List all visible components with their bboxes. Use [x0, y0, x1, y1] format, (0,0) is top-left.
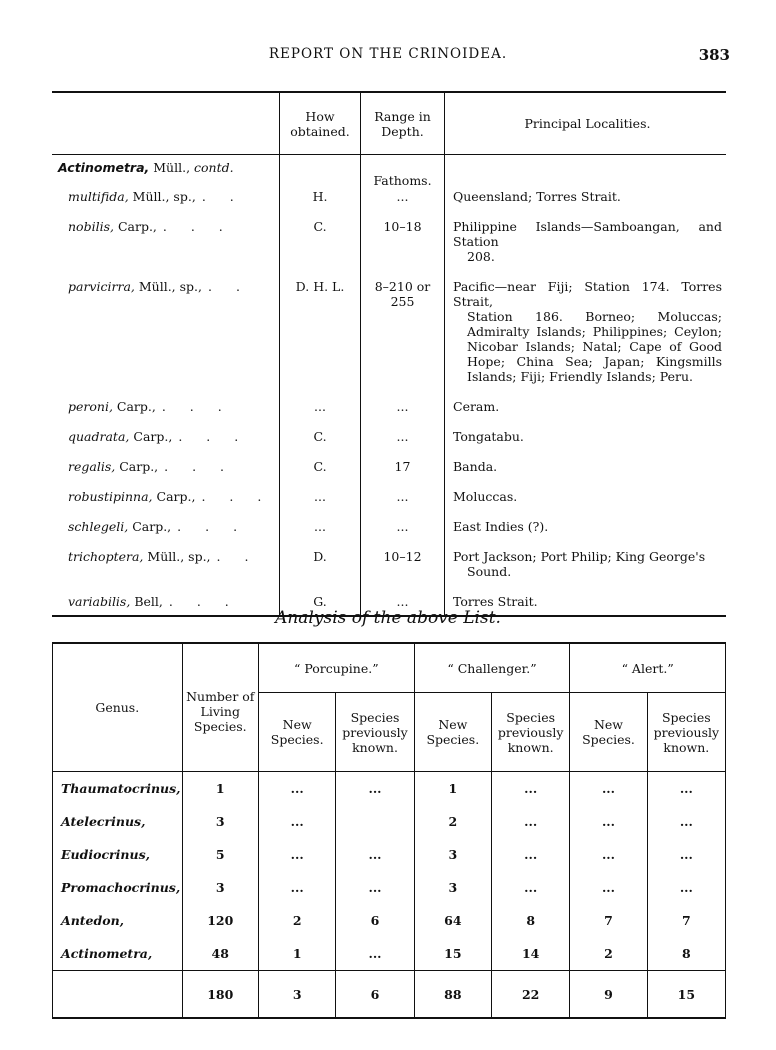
col-challenger-prev: Species previously known. [492, 693, 570, 772]
col-alert-prev: Species previously known. [647, 693, 725, 772]
cell-living: 1 [182, 772, 258, 806]
cell-a-new: ... [570, 805, 647, 838]
species-row [52, 210, 726, 270]
species-author: Carp., [119, 459, 159, 474]
genus-row [52, 155, 726, 190]
leader-dots: . . . [178, 429, 249, 444]
genus-authority: Müll., [149, 160, 195, 175]
species-name: variabilis, [68, 594, 131, 609]
how-obtained: C. [280, 210, 361, 270]
depth-range: ... [361, 480, 445, 510]
cell-living: 3 [182, 871, 258, 904]
locality: Moluccas. [453, 489, 518, 504]
genus-cell: Actinometra, [53, 937, 183, 971]
leader-dots: . . . [201, 489, 272, 504]
how-obtained: D. H. L. [280, 270, 361, 390]
how-obtained: H. [280, 189, 361, 210]
leader-dots: . . [201, 189, 244, 204]
cell-living: 3 [182, 805, 258, 838]
cell-a-prev: ... [679, 814, 693, 829]
cell-p-prev [336, 805, 414, 838]
running-title: REPORT ON THE CRINOIDEA. [268, 46, 508, 62]
depth-range: ... [361, 510, 445, 540]
leader-dots: . . [208, 279, 250, 294]
species-author: Carp., [133, 429, 173, 444]
cell-p-new: ... [258, 871, 335, 904]
depth-range: ... [361, 585, 445, 616]
cell-c-new: 64 [414, 904, 491, 937]
analysis-row [53, 904, 726, 937]
cell-p-prev: 6 [336, 904, 414, 937]
cell-p-prev: ... [336, 838, 414, 871]
cell-c-prev: 14 [492, 937, 570, 971]
leader-dots: . . . [168, 594, 239, 609]
genus-cell: Promachocrinus, [53, 871, 183, 904]
analysis-row [53, 871, 726, 904]
cell-a-new: ... [570, 772, 647, 806]
locality-continued: Station 186. Borneo; Moluccas; Admiralty Islands; Philippines; Ceylon; Nicobar Islands; Natal; Cape of Good Hope; China Sea; Japan; Kingsmills Islands; Fiji; Friendly Islands; Peru. [467, 309, 722, 384]
locality: Pacific—near Fiji; Station 174. Torres Strait, [453, 279, 722, 309]
col-species [52, 92, 280, 155]
cell-c-new: 3 [414, 871, 491, 904]
species-row [52, 450, 726, 480]
cell-a-new: ... [570, 871, 647, 904]
cell-p-prev: ... [336, 871, 414, 904]
species-author: Carp., [116, 399, 156, 414]
depth-range: 10–18 [361, 210, 445, 270]
cell-p-new: ... [258, 772, 335, 806]
cell-p-new: 1 [258, 937, 335, 971]
species-author: Carp., [132, 519, 172, 534]
total-c-new: 88 [414, 971, 491, 1019]
species-name: multifida, [68, 189, 129, 204]
genus-cell: Atelecrinus, [53, 805, 183, 838]
total-a-new: 9 [570, 971, 647, 1019]
how-obtained: G. [280, 585, 361, 616]
how-obtained: D. [280, 540, 361, 585]
cell-living: 120 [182, 904, 258, 937]
species-name: robustipinna, [68, 489, 153, 504]
species-row [52, 480, 726, 510]
cell-a-prev: ... [679, 847, 693, 862]
cell-a-prev: 7 [681, 913, 691, 928]
locality: Torres Strait. [453, 594, 538, 609]
total-c-prev: 22 [492, 971, 570, 1019]
species-name: trichoptera, [68, 549, 144, 564]
cell-c-new: 2 [414, 805, 491, 838]
species-author: Müll., sp., [132, 189, 196, 204]
analysis-row [53, 805, 726, 838]
species-name: parvicirra, [68, 279, 135, 294]
total-p-prev: 6 [336, 971, 414, 1019]
col-how-obtained: How obtained. [280, 92, 361, 155]
total-living: 180 [182, 971, 258, 1019]
genus-cell: Eudiocrinus, [53, 838, 183, 871]
species-row [52, 510, 726, 540]
species-name: quadrata, [68, 429, 130, 444]
cell-a-prev: 8 [681, 946, 691, 961]
cell-a-prev: ... [679, 880, 693, 895]
how-obtained: ... [280, 510, 361, 540]
genus-cell: Thaumatocrinus, [53, 772, 183, 806]
col-alert: “ Alert.” [570, 643, 726, 693]
total-a-prev: 15 [647, 971, 725, 1019]
col-challenger: “ Challenger.” [414, 643, 570, 693]
depth-range: 17 [361, 450, 445, 480]
totals-row [53, 971, 726, 1019]
analysis-row [53, 838, 726, 871]
cell-p-prev: ... [336, 937, 414, 971]
locality: East Indies (?). [453, 519, 549, 534]
analysis-title: Analysis of the above List. [275, 608, 501, 628]
locality: Queensland; Torres Strait. [453, 189, 621, 204]
cell-a-new: 2 [570, 937, 647, 971]
species-row [52, 390, 726, 420]
species-table [52, 91, 726, 617]
cell-c-prev: ... [492, 772, 570, 806]
depth-range: ... [361, 390, 445, 420]
depth-range: ... [361, 189, 445, 210]
how-obtained: ... [280, 480, 361, 510]
species-row [52, 270, 726, 390]
locality: Ceram. [453, 399, 500, 414]
col-range-depth: Range in Depth. [361, 92, 445, 155]
leader-dots: . . . [177, 519, 248, 534]
species-row [52, 189, 726, 210]
depth-unit: Fathoms. [361, 155, 445, 190]
species-author: Carp., [156, 489, 196, 504]
cell-c-prev: ... [492, 805, 570, 838]
cell-c-prev: ... [492, 871, 570, 904]
species-name: peroni, [68, 399, 113, 414]
species-row [52, 420, 726, 450]
leader-dots: . . [216, 549, 259, 564]
col-challenger-new: New Species. [414, 693, 491, 772]
col-porcupine: “ Porcupine.” [258, 643, 414, 693]
col-porcupine-new: New Species. [258, 693, 335, 772]
cell-c-new: 1 [414, 772, 491, 806]
locality: Tongatabu. [453, 429, 524, 444]
analysis-row [53, 937, 726, 971]
species-author: Müll., sp., [138, 279, 202, 294]
genus-name: Actinometra, [58, 160, 150, 175]
locality-continued: Sound. [467, 564, 512, 579]
species-name: nobilis, [68, 219, 114, 234]
depth-range: ... [361, 420, 445, 450]
leader-dots: . . . [161, 399, 232, 414]
cell-a-prev: ... [679, 781, 693, 796]
cell-c-new: 15 [414, 937, 491, 971]
depth-range: 10–12 [361, 540, 445, 585]
col-living-species: Number of Living Species. [182, 643, 258, 772]
locality: Banda. [453, 459, 498, 474]
cell-living: 48 [182, 937, 258, 971]
locality-continued: 208. [467, 249, 495, 264]
how-obtained: C. [280, 450, 361, 480]
how-obtained: ... [280, 390, 361, 420]
cell-c-new: 3 [414, 838, 491, 871]
genus-cell: Antedon, [53, 904, 183, 937]
cell-p-prev: ... [336, 772, 414, 806]
page-number: 383 [698, 46, 730, 64]
leader-dots: . . . [162, 219, 233, 234]
depth-range: 8–210 or 255 [361, 270, 445, 390]
col-alert-new: New Species. [570, 693, 647, 772]
col-genus: Genus. [53, 643, 183, 772]
cell-a-new: 7 [570, 904, 647, 937]
cell-p-new: ... [258, 838, 335, 871]
cell-p-new: ... [258, 805, 335, 838]
species-author: Bell, [134, 594, 163, 609]
locality: Philippine Islands—Samboangan, and Station [453, 219, 722, 249]
species-table-header [52, 92, 726, 155]
col-porcupine-prev: Species previously known. [336, 693, 414, 772]
cell-c-prev: ... [492, 838, 570, 871]
how-obtained: C. [280, 420, 361, 450]
species-author: Müll., sp., [147, 549, 211, 564]
species-author: Carp., [117, 219, 157, 234]
locality: Port Jackson; Port Philip; King George's [453, 549, 706, 564]
leader-dots: . . . [164, 459, 235, 474]
cell-p-new: 2 [258, 904, 335, 937]
species-name: regalis, [68, 459, 116, 474]
cell-c-prev: 8 [492, 904, 570, 937]
genus-contd: contd. [194, 160, 234, 175]
page-header [0, 46, 776, 68]
total-p-new: 3 [258, 971, 335, 1019]
analysis-table [52, 642, 726, 1019]
cell-living: 5 [182, 838, 258, 871]
cell-a-new: ... [570, 838, 647, 871]
species-name: schlegeli, [68, 519, 129, 534]
col-localities: Principal Localities. [445, 92, 727, 155]
species-row [52, 540, 726, 585]
analysis-row [53, 772, 726, 806]
